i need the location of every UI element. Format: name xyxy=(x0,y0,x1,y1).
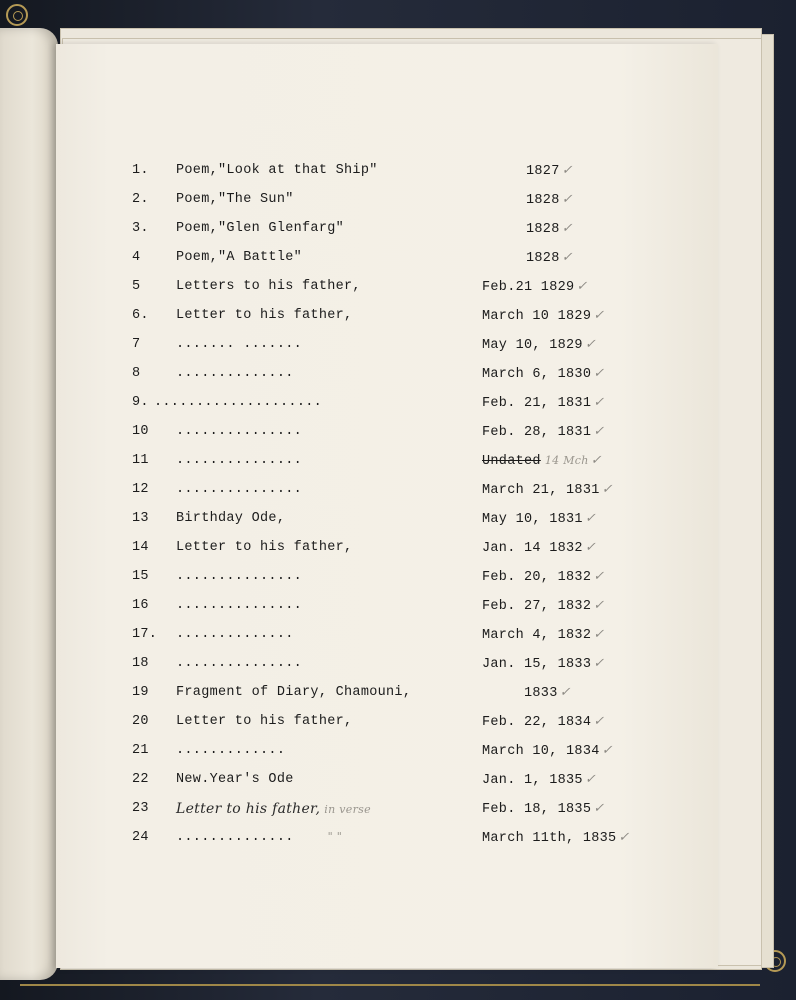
entry-title: New.Year's Ode xyxy=(176,772,294,787)
entry-date: March 6, 1830 ✓ xyxy=(482,366,605,382)
entry-title: Letter to his father, xyxy=(176,540,353,555)
entry-number: 19 xyxy=(132,685,149,700)
entry-date: Jan. 15, 1833 ✓ xyxy=(482,656,605,672)
entry-number: 21 xyxy=(132,743,149,758)
entry-date: May 10, 1829 ✓ xyxy=(482,337,597,353)
entry-title: Letter to his father, xyxy=(176,308,353,323)
entry-number: 17. xyxy=(132,627,158,642)
entry-date: Jan. 1, 1835 ✓ xyxy=(482,772,597,788)
entry-number: 5 xyxy=(132,279,141,294)
document-page xyxy=(56,44,718,968)
entry-number: 1. xyxy=(132,163,149,178)
entry-title: Poem,"Look at that Ship" xyxy=(176,163,378,178)
list-item xyxy=(56,189,718,211)
entry-date: Undated 14 Mch ✓ xyxy=(482,453,602,469)
check-mark-icon: ✓ xyxy=(593,395,605,410)
entry-date: May 10, 1831 ✓ xyxy=(482,511,597,527)
entry-date: Feb.21 1829 ✓ xyxy=(482,279,588,295)
list-item xyxy=(56,798,718,820)
list-item xyxy=(56,827,718,849)
entry-title: ............... xyxy=(176,482,303,497)
entry-date: Jan. 14 1832 ✓ xyxy=(482,540,597,556)
list-item xyxy=(56,305,718,327)
check-mark-icon: ✓ xyxy=(593,627,605,642)
entry-title: ............... xyxy=(176,453,303,468)
list-item xyxy=(56,624,718,646)
entry-title: ............... xyxy=(176,424,303,439)
entry-number: 18 xyxy=(132,656,149,671)
check-mark-icon: ✓ xyxy=(593,569,605,584)
pencil-annotation: in verse xyxy=(324,803,371,816)
entry-title: ............. xyxy=(176,743,286,758)
entry-date: March 11th, 1835 ✓ xyxy=(482,830,630,846)
facing-page xyxy=(0,28,58,980)
pencil-annotation: 14 Mch xyxy=(544,454,589,467)
entry-number: 10 xyxy=(132,424,149,439)
check-mark-icon: ✓ xyxy=(561,221,573,236)
list-item xyxy=(56,653,718,675)
entry-number: 14 xyxy=(132,540,149,555)
list-item xyxy=(56,247,718,269)
entry-date: 1828 ✓ xyxy=(526,192,573,208)
entry-number: 8 xyxy=(132,366,141,381)
entry-number: 24 xyxy=(132,830,149,845)
check-mark-icon: ✓ xyxy=(601,743,613,758)
entry-date: Feb. 22, 1834 ✓ xyxy=(482,714,605,730)
list-item xyxy=(56,537,718,559)
entry-number: 4 xyxy=(132,250,141,265)
entry-date: March 10 1829 ✓ xyxy=(482,308,605,324)
list-item xyxy=(56,276,718,298)
entry-number: 13 xyxy=(132,511,149,526)
pencil-annotation: " " xyxy=(327,830,343,843)
check-mark-icon: ✓ xyxy=(590,453,602,468)
entry-title: Fragment of Diary, Chamouni, xyxy=(176,685,412,700)
entry-number: 7 xyxy=(132,337,141,352)
check-mark-icon: ✓ xyxy=(593,801,605,816)
check-mark-icon: ✓ xyxy=(593,424,605,439)
list-item xyxy=(56,334,718,356)
entry-date: Feb. 28, 1831 ✓ xyxy=(482,424,605,440)
check-mark-icon: ✓ xyxy=(584,337,597,352)
list-item xyxy=(56,566,718,588)
entry-number: 9. xyxy=(132,395,149,410)
list-item xyxy=(56,421,718,443)
entry-date: Feb. 20, 1832 ✓ xyxy=(482,569,605,585)
entry-date: 1827 ✓ xyxy=(526,163,573,179)
check-mark-icon: ✓ xyxy=(584,772,597,787)
entry-date: 1828 ✓ xyxy=(526,221,573,237)
entry-date: 1828 ✓ xyxy=(526,250,573,266)
entry-title: Poem,"Glen Glenfarg" xyxy=(176,221,345,236)
list-item xyxy=(56,595,718,617)
check-mark-icon: ✓ xyxy=(593,598,605,613)
entry-number: 3. xyxy=(132,221,149,236)
check-mark-icon: ✓ xyxy=(618,830,630,845)
list-item xyxy=(56,769,718,791)
list-item xyxy=(56,450,718,472)
entry-number: 11 xyxy=(132,453,149,468)
entry-date: March 21, 1831 ✓ xyxy=(482,482,613,498)
check-mark-icon: ✓ xyxy=(593,366,605,381)
entry-number: 12 xyxy=(132,482,149,497)
list-item xyxy=(56,740,718,762)
check-mark-icon: ✓ xyxy=(561,192,573,207)
check-mark-icon: ✓ xyxy=(593,308,605,323)
entry-number: 2. xyxy=(132,192,149,207)
entry-title: .................... xyxy=(154,395,323,410)
list-item xyxy=(56,218,718,240)
entry-title: ............... xyxy=(176,656,303,671)
entry-date: Feb. 21, 1831 ✓ xyxy=(482,395,605,411)
entry-number: 16 xyxy=(132,598,149,613)
list-item xyxy=(56,363,718,385)
entry-date: Feb. 18, 1835 ✓ xyxy=(482,801,605,817)
entry-title: .............. xyxy=(176,627,294,642)
entry-title: ............... xyxy=(176,569,303,584)
entry-title: Birthday Ode, xyxy=(176,511,286,526)
entry-title: Poem,"The Sun" xyxy=(176,192,294,207)
entry-number: 22 xyxy=(132,772,149,787)
entry-number: 23 xyxy=(132,801,149,816)
entry-date: 1833 ✓ xyxy=(524,685,571,701)
check-mark-icon: ✓ xyxy=(559,685,571,700)
entry-number: 20 xyxy=(132,714,149,729)
check-mark-icon: ✓ xyxy=(593,714,605,729)
entry-title: ............... xyxy=(176,598,303,613)
list-item xyxy=(56,508,718,530)
entry-title: .............. " " xyxy=(176,830,343,845)
check-mark-icon: ✓ xyxy=(576,279,588,294)
list-item xyxy=(56,479,718,501)
cover-border xyxy=(20,984,760,986)
list-item xyxy=(56,682,718,704)
entry-title: ....... ....... xyxy=(176,337,303,352)
entry-date: March 10, 1834 ✓ xyxy=(482,743,613,759)
list-item xyxy=(56,160,718,182)
entry-title: .............. xyxy=(176,366,294,381)
list-item xyxy=(56,392,718,414)
entry-date: March 4, 1832 ✓ xyxy=(482,627,605,643)
check-mark-icon: ✓ xyxy=(584,511,597,526)
entry-title: Letter to his father, xyxy=(176,714,353,729)
check-mark-icon: ✓ xyxy=(593,656,605,671)
check-mark-icon: ✓ xyxy=(561,163,573,178)
entry-title: Letter to his father, in verse xyxy=(176,801,371,817)
entry-date: Feb. 27, 1832 ✓ xyxy=(482,598,605,614)
list-item xyxy=(56,711,718,733)
check-mark-icon: ✓ xyxy=(561,250,573,265)
check-mark-icon: ✓ xyxy=(584,540,597,555)
entry-number: 6. xyxy=(132,308,149,323)
corner-ornament-icon xyxy=(6,4,28,26)
check-mark-icon: ✓ xyxy=(601,482,613,497)
entry-title: Letters to his father, xyxy=(176,279,361,294)
entry-title: Poem,"A Battle" xyxy=(176,250,303,265)
entry-number: 15 xyxy=(132,569,149,584)
